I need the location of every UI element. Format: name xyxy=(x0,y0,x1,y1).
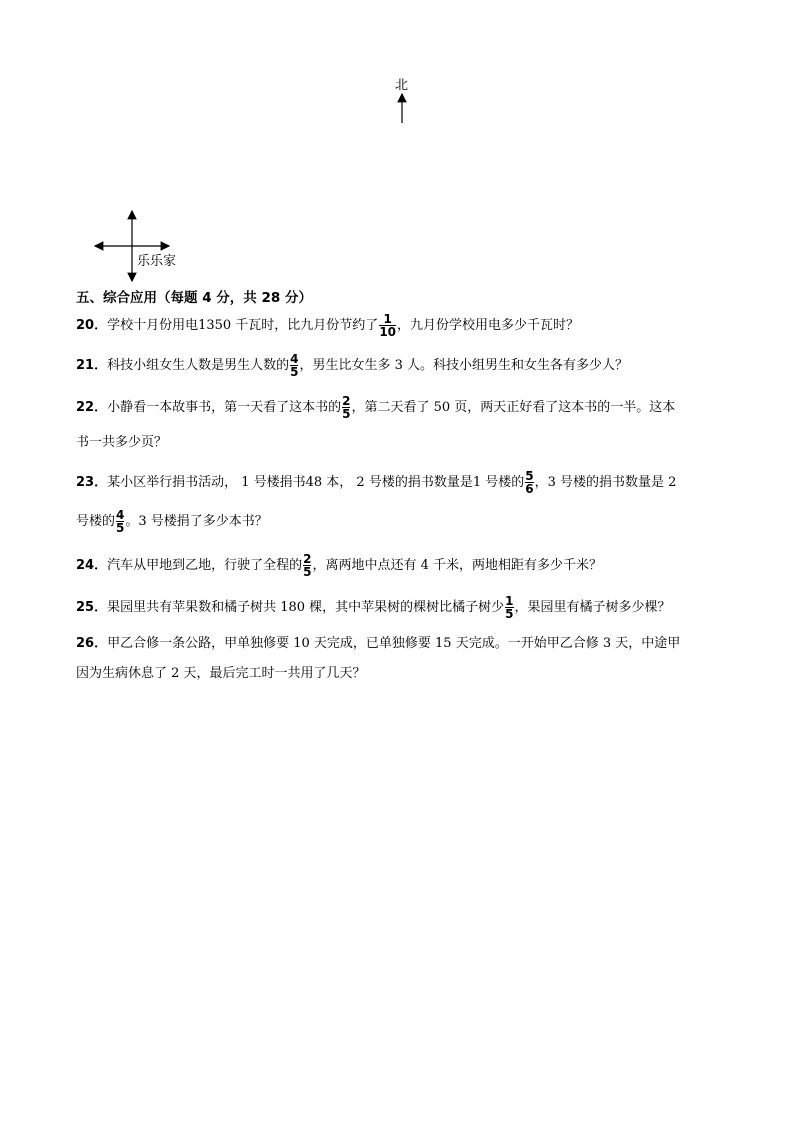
fraction xyxy=(505,595,513,620)
question-number: 24． xyxy=(76,558,108,573)
numerator: 1 xyxy=(505,594,514,608)
question-text: 某小区举行捐书活动， 1 号楼捐书48 本， 2 号楼的捐书数量是1 号楼的 xyxy=(107,475,525,490)
question-22 xyxy=(76,395,675,420)
denominator: 5 xyxy=(342,407,351,421)
fraction xyxy=(525,470,533,495)
question-number: 26． xyxy=(76,636,108,651)
section-title: 五、综合应用（每题 4 分，共 28 分） xyxy=(76,290,312,306)
question-22-line-2: 书一共多少页？ xyxy=(76,435,168,450)
question-23 xyxy=(76,470,676,495)
question-number: 25． xyxy=(76,600,108,615)
fraction xyxy=(290,353,298,378)
question-25 xyxy=(76,595,671,620)
denominator: 6 xyxy=(525,482,534,496)
question-text: 。3 号楼捐了多少本书？ xyxy=(125,514,268,529)
question-text: ，离两地中点还有 4 千米，两地相距有多少千米？ xyxy=(312,558,603,573)
question-number: 23． xyxy=(76,475,108,490)
question-number: 20． xyxy=(76,318,108,333)
question-text: 果园里共有苹果数和橘子树共 180 棵，其中苹果树的棵树比橘子树少 xyxy=(107,600,505,615)
denominator: 10 xyxy=(379,325,397,339)
question-21 xyxy=(76,353,628,378)
question-text: 科技小组女生人数是男生人数的 xyxy=(107,358,290,373)
question-number: 22． xyxy=(76,400,108,415)
fraction xyxy=(342,395,350,420)
numerator: 2 xyxy=(303,552,312,566)
question-text: 汽车从甲地到乙地，行驶了全程的 xyxy=(107,558,303,573)
denominator: 5 xyxy=(505,607,514,621)
denominator: 5 xyxy=(290,365,299,379)
numerator: 4 xyxy=(290,352,299,366)
question-text: 学校十月份用电1350 千瓦时，比九月份节约了 xyxy=(107,318,379,333)
question-text: ，果园里有橘子树多少棵？ xyxy=(514,600,671,615)
numerator: 1 xyxy=(383,312,392,326)
question-23-line-2 xyxy=(76,509,268,534)
question-text: 甲乙合修一条公路，甲单独修要 10 天完成，已单独修要 15 天完成。一开始甲乙合修 3 天，中途甲 xyxy=(107,636,681,651)
question-26-line-2: 因为生病休息了 2 天，最后完工时一共用了几天？ xyxy=(76,666,366,681)
numerator: 4 xyxy=(116,508,125,522)
direction-diagram xyxy=(0,0,794,290)
question-text: ，九月份学校用电多少千瓦时？ xyxy=(397,318,580,333)
map-figure xyxy=(0,0,794,290)
fraction xyxy=(379,313,396,338)
numerator: 2 xyxy=(342,394,351,408)
fraction xyxy=(116,509,124,534)
question-text: ，第二天看了 50 页，两天正好看了这本书的一半。这本 xyxy=(351,400,676,415)
denominator: 5 xyxy=(303,565,312,579)
numerator: 5 xyxy=(525,469,534,483)
question-text: 号楼的 xyxy=(76,514,116,529)
north-label: 北 xyxy=(395,78,409,93)
question-20 xyxy=(76,313,579,338)
question-text: 小静看一本故事书，第一天看了这本书的 xyxy=(107,400,342,415)
question-text: ，男生比女生多 3 人。科技小组男生和女生各有多少人？ xyxy=(299,358,629,373)
question-text: ，3 号楼的捐书数量是 2 xyxy=(534,475,677,490)
question-24 xyxy=(76,553,602,578)
question-26 xyxy=(76,634,680,654)
fraction xyxy=(303,553,311,578)
question-number: 21． xyxy=(76,358,108,373)
home-label: 乐乐家 xyxy=(137,254,177,269)
denominator: 5 xyxy=(116,521,125,535)
